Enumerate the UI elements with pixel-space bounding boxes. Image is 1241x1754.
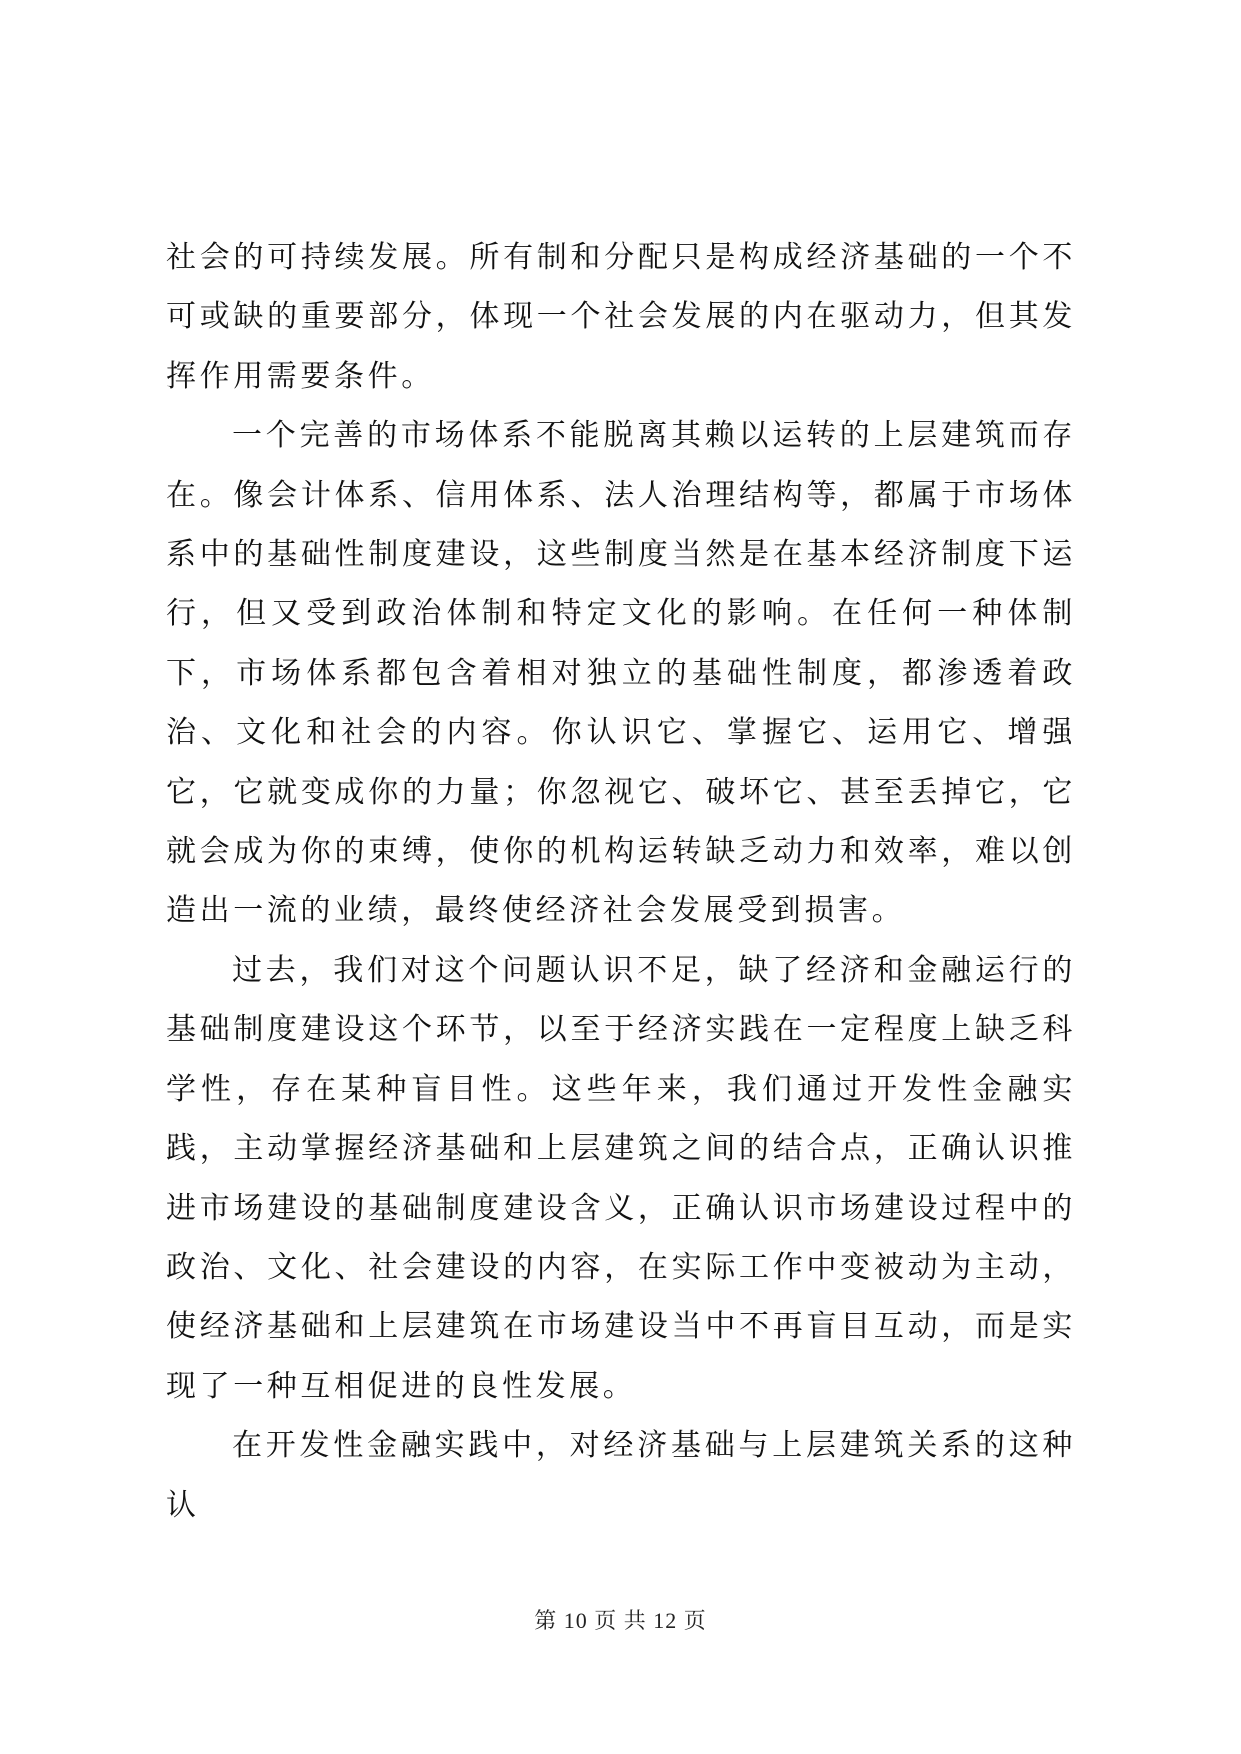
paragraph-2: 一个完善的市场体系不能脱离其赖以运转的上层建筑而存在。像会计体系、信用体系、法人治理结构等，都属于市场体系中的基础性制度建设，这些制度当然是在基本经济制度下运行，但又受到政治体制和特定文化的影响。在任何一种体制下，市场体系都包含着相对独立的基础性制度，都渗透着政治、文化和社会的内容。你认识它、掌握它、运用它、增强它，它就变成你的力量；你忽视它、破坏它、甚至丢掉它，它就会成为你的束缚，使你的机构运转缺乏动力和效率，难以创造出一流的业绩，最终使经济社会发展受到损害。 [166,418,1076,929]
paragraph-3: 过去，我们对这个问题认识不足，缺了经济和金融运行的基础制度建设这个环节，以至于经济实践在一定程度上缺乏科学性，存在某种盲目性。这些年来，我们通过开发性金融实践，主动掌握经济基础和上层建筑之间的结合点，正确认识推进市场建设的基础制度建设含义，正确认识市场建设过程中的政治、文化、社会建设的内容，在实际工作中变被动为主动，使经济基础和上层建筑在市场建设当中不再盲目互动，而是实现了一种互相促进的良性发展。 [166,952,1076,1404]
document-body [166,228,1076,1535]
paragraph-4: 在开发性金融实践中，对经济基础与上层建筑关系的这种认 [166,1428,1076,1523]
paragraph-1: 社会的可持续发展。所有制和分配只是构成经济基础的一个不可或缺的重要部分，体现一个社会发展的内在驱动力，但其发挥作用需要条件。 [166,240,1076,394]
page-number-footer: 第 10 页 共 12 页 [534,1608,707,1633]
